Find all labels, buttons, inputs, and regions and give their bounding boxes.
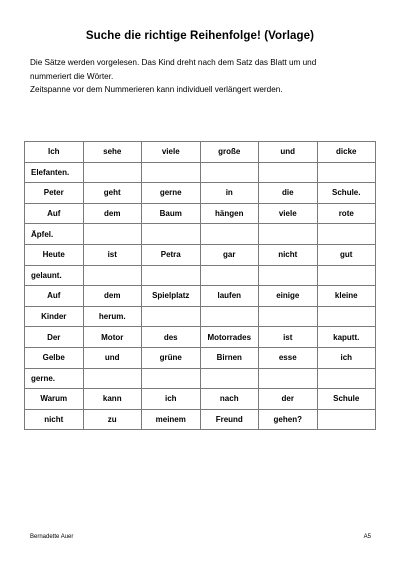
word-cell: [142, 265, 201, 286]
word-cell: Motor: [83, 327, 142, 348]
word-cell: Der: [25, 327, 84, 348]
word-cell: kaputt.: [317, 327, 376, 348]
word-cell: [259, 162, 318, 183]
word-cell: rote: [317, 203, 376, 224]
word-cell: große: [200, 142, 259, 163]
table-row: [25, 244, 376, 265]
word-cell: ist: [83, 244, 142, 265]
word-cell: viele: [142, 142, 201, 163]
word-cell: in: [200, 183, 259, 204]
word-cell: Peter: [25, 183, 84, 204]
table-row: [25, 286, 376, 307]
word-cell: Gelbe: [25, 347, 84, 368]
word-cell: nach: [200, 389, 259, 410]
footer-code: A5: [363, 534, 371, 540]
word-cell: ich: [317, 347, 376, 368]
word-cell: ich: [142, 389, 201, 410]
word-cell: [317, 306, 376, 327]
word-cell: geht: [83, 183, 142, 204]
table-row: [25, 306, 376, 327]
table-row: [25, 409, 376, 430]
word-cell: [200, 162, 259, 183]
word-cell: gerne.: [25, 368, 84, 389]
word-cell: Ich: [25, 142, 84, 163]
word-cell: Auf: [25, 203, 84, 224]
word-cell: hängen: [200, 203, 259, 224]
word-cell: [317, 162, 376, 183]
word-cell: ist: [259, 327, 318, 348]
word-cell: [142, 368, 201, 389]
word-cell: [142, 306, 201, 327]
table-row: [25, 162, 376, 183]
word-cell: [317, 224, 376, 245]
word-cell: herum.: [83, 306, 142, 327]
word-cell: [142, 162, 201, 183]
word-table-body: [25, 142, 376, 430]
word-cell: und: [259, 142, 318, 163]
word-cell: der: [259, 389, 318, 410]
instruction-line: Zeitspanne vor dem Nummerieren kann individuell verlängert werden.: [30, 85, 283, 94]
instruction-line: Die Sätze werden vorgelesen. Das Kind dreht nach dem Satz das Blatt um und: [30, 58, 317, 67]
table-row: [25, 389, 376, 410]
word-cell: dem: [83, 286, 142, 307]
word-cell: [83, 265, 142, 286]
word-cell: einige: [259, 286, 318, 307]
word-cell: zu: [83, 409, 142, 430]
word-cell: Spielplatz: [142, 286, 201, 307]
table-row: [25, 142, 376, 163]
word-cell: kleine: [317, 286, 376, 307]
word-cell: des: [142, 327, 201, 348]
page-title: Suche die richtige Reihenfolge! (Vorlage): [85, 30, 315, 42]
word-cell: Birnen: [200, 347, 259, 368]
word-cell: [317, 409, 376, 430]
table-row: [25, 347, 376, 368]
table-row: [25, 327, 376, 348]
word-cell: [317, 265, 376, 286]
table-row: [25, 368, 376, 389]
word-cell: [83, 224, 142, 245]
word-cell: gehen?: [259, 409, 318, 430]
word-cell: [83, 368, 142, 389]
word-cell: laufen: [200, 286, 259, 307]
word-cell: Petra: [142, 244, 201, 265]
word-cell: gar: [200, 244, 259, 265]
word-cell: [142, 224, 201, 245]
word-cell: sehe: [83, 142, 142, 163]
table-row: [25, 224, 376, 245]
word-cell: Motorrades: [200, 327, 259, 348]
word-table: [24, 141, 376, 430]
word-cell: Äpfel.: [25, 224, 84, 245]
word-cell: [200, 368, 259, 389]
word-cell: [259, 224, 318, 245]
table-row: [25, 183, 376, 204]
word-cell: [200, 306, 259, 327]
word-cell: dem: [83, 203, 142, 224]
word-cell: viele: [259, 203, 318, 224]
word-cell: nicht: [25, 409, 84, 430]
word-cell: [83, 162, 142, 183]
word-cell: gelaunt.: [25, 265, 84, 286]
word-cell: [259, 306, 318, 327]
table-row: [25, 203, 376, 224]
word-cell: gerne: [142, 183, 201, 204]
word-cell: [200, 265, 259, 286]
word-cell: Elefanten.: [25, 162, 84, 183]
word-cell: Auf: [25, 286, 84, 307]
word-cell: [259, 368, 318, 389]
word-cell: [317, 368, 376, 389]
word-cell: Schule.: [317, 183, 376, 204]
word-cell: Baum: [142, 203, 201, 224]
table-row: [25, 265, 376, 286]
word-cell: Warum: [25, 389, 84, 410]
word-cell: gut: [317, 244, 376, 265]
footer-author: Bernadette Auer: [30, 534, 74, 540]
word-cell: Schule: [317, 389, 376, 410]
word-cell: nicht: [259, 244, 318, 265]
instruction-line: nummeriert die Wörter.: [30, 71, 114, 81]
word-cell: [200, 224, 259, 245]
word-cell: dicke: [317, 142, 376, 163]
word-cell: Kinder: [25, 306, 84, 327]
instructions: [30, 56, 380, 97]
word-cell: die: [259, 183, 318, 204]
word-cell: meinem: [142, 409, 201, 430]
word-cell: und: [83, 347, 142, 368]
word-cell: grüne: [142, 347, 201, 368]
word-cell: Heute: [25, 244, 84, 265]
word-cell: Freund: [200, 409, 259, 430]
word-cell: esse: [259, 347, 318, 368]
word-cell: kann: [83, 389, 142, 410]
word-cell: [259, 265, 318, 286]
